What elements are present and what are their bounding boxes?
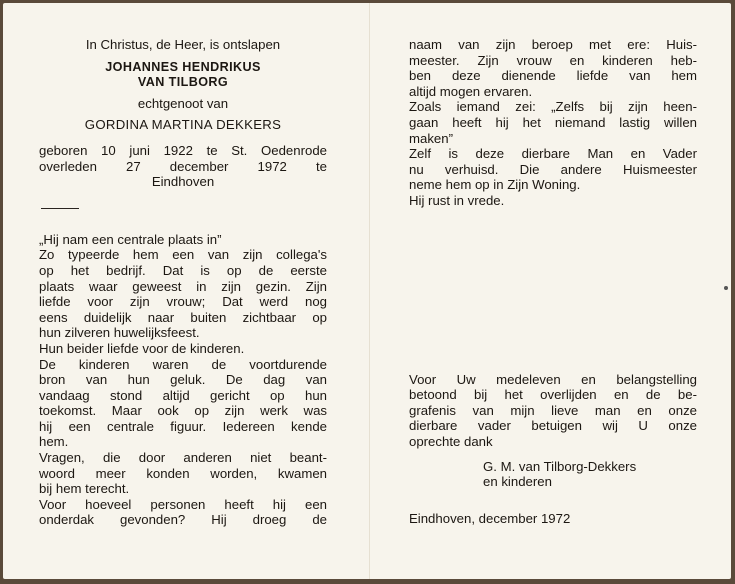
text-line: bij hem terecht. [39, 481, 130, 497]
text-line: oprechte dank [409, 433, 493, 449]
text-line: hem. [39, 434, 69, 450]
text-line: hun zilveren huwelijksfeest. [39, 325, 200, 341]
text-line: bron van hun geluk. De dag van [39, 372, 327, 388]
death-line: overleden 27 december 1972 te [39, 158, 327, 174]
death-place: Eindhoven [151, 174, 215, 190]
spouse-name: GORDINA MARTINA DEKKERS [84, 117, 282, 133]
text-line: eens duidelijk naar buiten zichtbaar op [39, 309, 327, 325]
fold-line [369, 3, 370, 579]
text-line: Zoals iemand zei: „Zelfs bij zijn heen- [409, 99, 697, 115]
text-line: ben deze dienende liefde van hem [409, 68, 697, 84]
text-line: altijd mogen ervaren. [409, 83, 533, 99]
eulogy-continuation [409, 37, 697, 209]
text-line: naam van zijn beroep met ere: Huis- [409, 37, 697, 52]
text-line: De kinderen waren de voortdurende [39, 356, 327, 372]
text-line: hij een centrale figuur. Iedereen kende [39, 418, 327, 434]
text-line: grafenis van mijn lieve man en onze [409, 402, 697, 418]
text-line: op het bedrijf. Dat is op de eerste [39, 262, 327, 278]
text-line: toekomst. Maar ook op zijn werk was [39, 403, 327, 419]
text-line: nu verhuisd. Die andere Huismeester [409, 161, 697, 177]
text-line: dierbare vader betuigen wij U onze [409, 418, 697, 434]
text-line: gaan heeft hij het niemand lastig willen [409, 114, 697, 130]
relation-line: echtgenoot van [137, 95, 229, 111]
thanks-text [409, 372, 697, 450]
text-line: Zelf is deze dierbare Man en Vader [409, 146, 697, 162]
text-line: Voor Uw medeleven en belangstelling [409, 371, 697, 387]
text-line: plaats waar geweest in zijn gezin. Zijn [39, 278, 327, 294]
text-line: vandaag stond altijd gericht op hun [39, 387, 327, 403]
deceased-name-line1: JOHANNES HENDRIKUS [105, 59, 261, 74]
text-line: Zo typeerde hem een van zijn collega's [39, 247, 327, 263]
text-line: meester. Zijn vrouw en kinderen heb- [409, 52, 697, 68]
text-line: Hun beider liefde voor de kinderen. [39, 340, 245, 356]
eulogy-text [39, 232, 327, 528]
text-line: Vragen, die door anderen niet beant- [39, 450, 327, 466]
text-line: neme hem op in Zijn Woning. [409, 177, 581, 193]
right-panel [409, 37, 697, 526]
text-line: „Hij nam een centrale plaats in” [39, 231, 222, 247]
text-line: woord meer konden worden, kwamen [39, 465, 327, 481]
memorial-card [3, 3, 731, 579]
text-line: onderdak gevonden? Hij droeg de [39, 512, 327, 528]
text-line: Voor hoeveel personen heeft hij een [39, 496, 327, 512]
left-panel [39, 37, 327, 528]
signature-line1: G. M. van Tilborg-Dekkers [483, 458, 637, 474]
text-line: liefde voor zijn vrouw; Dat werd nog [39, 294, 327, 310]
signature-line2: en kinderen [483, 474, 552, 490]
deceased-name-line2: VAN TILBORG [137, 75, 229, 90]
text-line: betoond bij het overlijden en de be- [409, 387, 697, 403]
text-line: Hij rust in vrede. [409, 192, 505, 208]
text-line: maken” [409, 130, 453, 146]
speck [724, 286, 728, 290]
dateline: Eindhoven, december 1972 [409, 510, 571, 526]
intro-line: In Christus, de Heer, is ontslapen [85, 37, 281, 52]
birth-line: geboren 10 juni 1922 te St. Oedenrode [39, 142, 327, 158]
